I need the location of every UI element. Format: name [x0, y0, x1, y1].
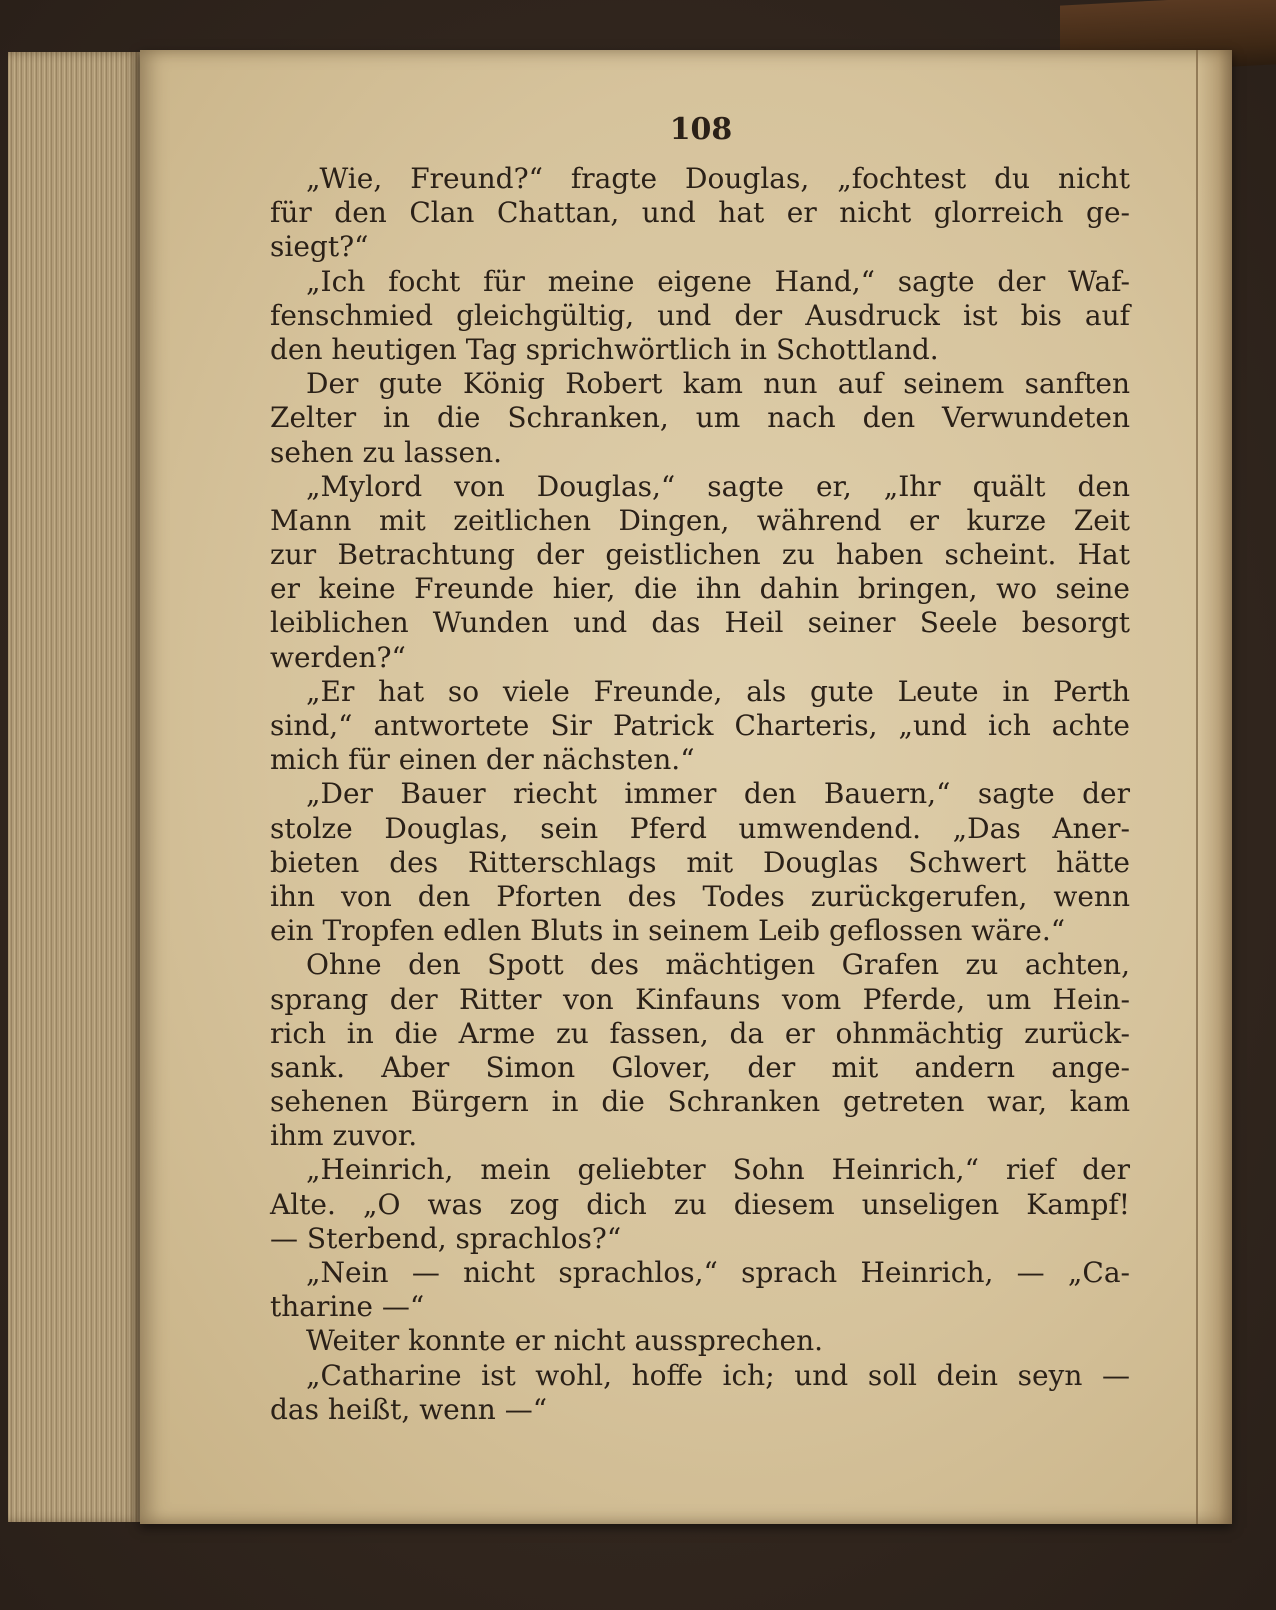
text-line: sind,“ antwortete Sir Patrick Charteris, „und ich achte	[270, 709, 1130, 742]
text-line: — Sterbend, sprachlos?“	[270, 1221, 622, 1255]
body-text	[270, 162, 1130, 1427]
text-line: zur Betrachtung der geistlichen zu haben scheint. Hat	[270, 538, 1130, 572]
text-line: fenschmied gleichgültig, und der Ausdruck ist bis auf	[270, 298, 1130, 332]
text-line: „Mylord von Douglas,“ sagte er, „Ihr quält den	[306, 469, 1130, 503]
text-line: stolze Douglas, sein Pferd umwendend. „Das Aner-	[270, 811, 1130, 845]
text-line: ein Tropfen edlen Bluts in seinem Leib geflossen wäre.“	[270, 914, 1066, 948]
text-line: „Heinrich, mein geliebter Sohn Heinrich,“ rief der	[306, 1153, 1130, 1187]
text-line: sank. Aber Simon Glover, der mit andern ange-	[270, 1050, 1130, 1084]
text-line: bieten des Ritterschlags mit Douglas Schwert hätte	[270, 845, 1130, 879]
text-line: Der gute König Robert kam nun auf seinem sanften	[306, 367, 1130, 401]
text-line: ihn von den Pforten des Todes zurückgerufen, wenn	[270, 879, 1130, 913]
text-line: „Ich focht für meine eigene Hand,“ sagte der Waf-	[306, 264, 1130, 298]
text-line: Weiter konnte er nicht aussprechen.	[306, 1324, 824, 1358]
text-line: „Nein — nicht sprachlos,“ sprach Heinrich, — „Ca-	[306, 1256, 1130, 1289]
text-line: sehenen Bürgern in die Schranken getreten war, kam	[270, 1085, 1130, 1119]
text-line: für den Clan Chattan, und hat er nicht glorreich ge-	[270, 196, 1130, 230]
text-line: das heißt, wenn —“	[270, 1392, 548, 1426]
text-line: Ohne den Spott des mächtigen Grafen zu achten,	[306, 948, 1130, 982]
page-gutter	[1196, 50, 1232, 1524]
text-line: mich für einen der nächsten.“	[270, 743, 695, 777]
text-line: ihm zuvor.	[270, 1119, 418, 1153]
text-line: „Wie, Freund?“ fragte Douglas, „fochtest du nicht	[306, 162, 1130, 195]
text-line: Alte. „O was zog dich zu diesem unseligen Kampf!	[270, 1187, 1130, 1221]
text-line: „Catharine ist wohl, hoffe ich; und soll dein seyn —	[306, 1358, 1130, 1392]
text-line: „Er hat so viele Freunde, als gute Leute in Perth	[306, 674, 1130, 708]
book-page	[140, 50, 1232, 1524]
page-stack-edge	[8, 52, 140, 1522]
text-line: Zelter in die Schranken, um nach den Verwundeten	[270, 401, 1130, 435]
text-line: den heutigen Tag sprichwörtlich in Schottland.	[270, 332, 939, 366]
text-line: „Der Bauer riecht immer den Bauern,“ sagte der	[306, 777, 1130, 811]
text-line: er keine Freunde hier, die ihn dahin bringen, wo seine	[270, 572, 1130, 606]
text-line: leiblichen Wunden und das Heil seiner Seele besorgt	[270, 606, 1130, 640]
text-line: sehen zu lassen.	[270, 435, 503, 469]
text-line: siegt?“	[270, 230, 369, 264]
text-line: sprang der Ritter von Kinfauns vom Pferde, um Hein-	[270, 982, 1130, 1016]
text-line: rich in die Arme zu fassen, da er ohnmächtig zurück-	[270, 1016, 1130, 1050]
page-number: 108	[669, 112, 733, 147]
text-line: tharine —“	[270, 1290, 425, 1324]
text-line: werden?“	[270, 640, 406, 674]
text-line: Mann mit zeitlichen Dingen, während er kurze Zeit	[270, 503, 1130, 537]
